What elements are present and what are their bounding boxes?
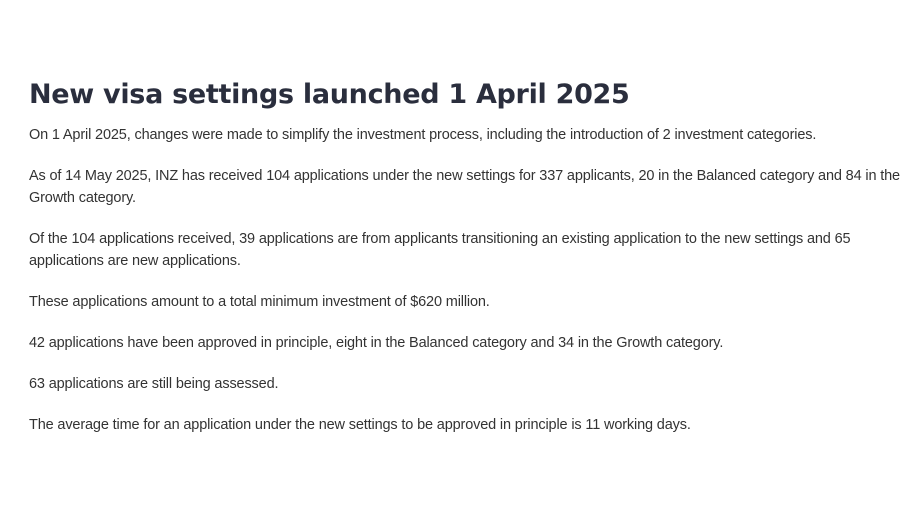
paragraph-being-assessed: 63 applications are still being assessed. <box>29 376 279 392</box>
paragraph-approved: 42 applications have been approved in principle, eight in the Balanced category and 34 in the Growth category. <box>29 335 724 351</box>
paragraph-applications-received: As of 14 May 2025, INZ has received 104 applications under the new settings for 337 applicants, 20 in the Balanced category and 84 in the Growth category. <box>29 168 900 206</box>
paragraph-average-time: The average time for an application under the new settings to be approved in principle is 11 working days. <box>29 417 691 433</box>
section-heading: New visa settings launched 1 April 2025 <box>29 79 630 110</box>
article-section <box>29 76 901 455</box>
paragraph-intro: On 1 April 2025, changes were made to simplify the investment process, including the introduction of 2 investment categories. <box>29 127 817 143</box>
paragraph-total-investment: These applications amount to a total minimum investment of $620 million. <box>29 294 490 310</box>
paragraph-applications-breakdown: Of the 104 applications received, 39 applications are from applicants transitioning an existing application to the new settings and 65 applications are new applications. <box>29 231 851 269</box>
